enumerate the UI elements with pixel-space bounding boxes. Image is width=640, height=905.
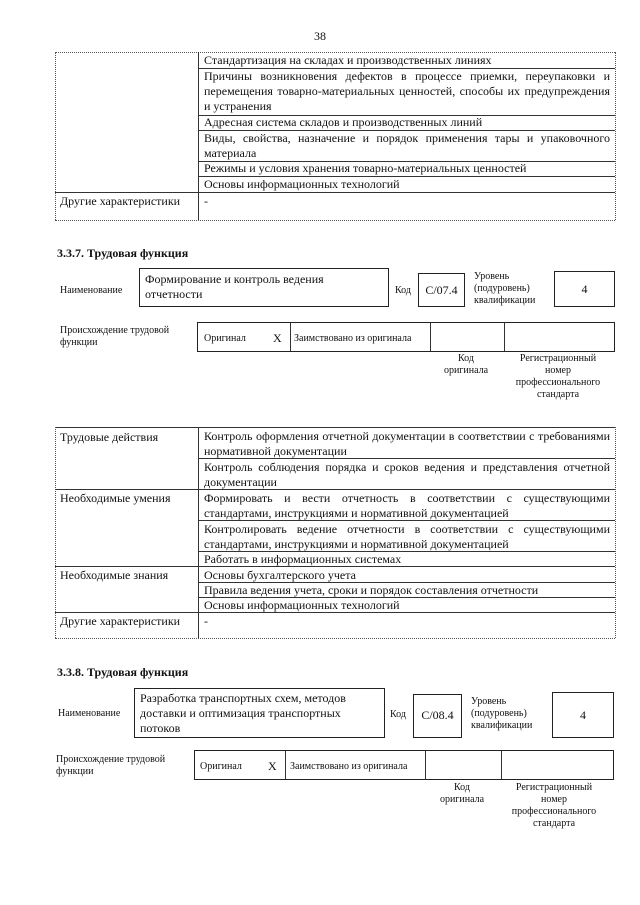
name-box bbox=[134, 688, 385, 738]
registration-caption: Регистрационный номер профессионального стандарта bbox=[511, 782, 597, 829]
knowledge-item: Основы бухгалтерского учета bbox=[204, 568, 356, 582]
level-label: Уровень (подуровень) квалификации bbox=[474, 271, 536, 306]
code-box bbox=[413, 694, 462, 738]
original-label: Оригинал bbox=[204, 333, 246, 344]
other-characteristics-value: - bbox=[204, 194, 208, 208]
knowledge-item: Правила ведения учета, сроки и порядок составления отчетности bbox=[204, 583, 539, 597]
skill-item: Контролировать ведение отчетности в соответствии с существующими стандартами, инструкциями и нормативной документацией bbox=[204, 522, 610, 551]
level-label: Уровень (подуровень) квалификации bbox=[471, 696, 533, 731]
level-box bbox=[552, 692, 614, 738]
section-heading-337: 3.3.7. Трудовая функция bbox=[57, 246, 189, 260]
origin-label: Происхождение трудовой функции bbox=[56, 754, 166, 777]
original-label: Оригинал bbox=[200, 761, 242, 772]
original-mark: X bbox=[268, 759, 277, 773]
page-number: 38 bbox=[314, 29, 326, 43]
knowledge-item: Режимы и условия хранения товарно-материальных ценностей bbox=[204, 161, 527, 175]
name-label: Наименование bbox=[60, 285, 123, 296]
borrowed-label: Заимствовано из оригинала bbox=[294, 333, 412, 344]
knowledge-item: Основы информационных технологий bbox=[204, 598, 400, 612]
function-name: Разработка транспортных схем, методов доставки и оптимизация транспортных потоков bbox=[140, 691, 346, 735]
code-original-caption: Код оригинала bbox=[439, 782, 485, 805]
function-code: С/07.4 bbox=[425, 283, 458, 297]
other-value: - bbox=[204, 614, 208, 628]
row-label-skills: Необходимые умения bbox=[60, 491, 171, 505]
knowledge-item: Адресная система складов и производственных линий bbox=[204, 115, 483, 129]
level-value: 4 bbox=[580, 708, 586, 722]
knowledge-item: Основы информационных технологий bbox=[204, 177, 400, 191]
level-value: 4 bbox=[581, 282, 588, 296]
knowledge-item: Причины возникновения дефектов в процессе приемки, переупаковки и перемещения товарно-материальных ценностей, способы их предупреждения и устранения bbox=[204, 69, 610, 113]
registration-caption: Регистрационный номер профессионального стандарта bbox=[515, 353, 601, 400]
row-label-other: Другие характеристики bbox=[60, 614, 181, 628]
original-mark: X bbox=[273, 331, 282, 345]
other-characteristics-label: Другие характеристики bbox=[60, 194, 181, 208]
name-label: Наименование bbox=[58, 708, 121, 719]
row-label-knowledge: Необходимые знания bbox=[60, 568, 169, 582]
function-name: Формирование и контроль ведения отчетности bbox=[145, 272, 324, 301]
labor-action-item: Контроль оформления отчетной документации в соответствии с требованиями нормативной документации bbox=[204, 429, 610, 458]
skill-item: Работать в информационных системах bbox=[204, 552, 402, 566]
origin-label: Происхождение трудовой функции bbox=[60, 325, 170, 348]
level-box bbox=[554, 271, 615, 307]
name-box bbox=[139, 268, 389, 307]
labor-action-item: Контроль соблюдения порядка и сроков ведения и представления отчетной документации bbox=[204, 460, 610, 489]
knowledge-item: Стандартизация на складах и производственных линиях bbox=[204, 53, 492, 67]
code-original-caption: Код оригинала bbox=[443, 353, 489, 376]
function-code: С/08.4 bbox=[421, 708, 454, 722]
row-label-labor-actions: Трудовые действия bbox=[60, 430, 159, 444]
code-label: Код bbox=[395, 285, 411, 296]
skill-item: Формировать и вести отчетность в соответствии с существующими стандартами, инструкциями и нормативной документацией bbox=[204, 491, 610, 520]
code-box bbox=[418, 273, 465, 307]
section-heading-338: 3.3.8. Трудовая функция bbox=[57, 665, 189, 679]
code-label: Код bbox=[390, 709, 406, 720]
knowledge-item: Виды, свойства, назначение и порядок применения тары и упаковочного материала bbox=[204, 131, 610, 160]
borrowed-label: Заимствовано из оригинала bbox=[290, 761, 408, 772]
